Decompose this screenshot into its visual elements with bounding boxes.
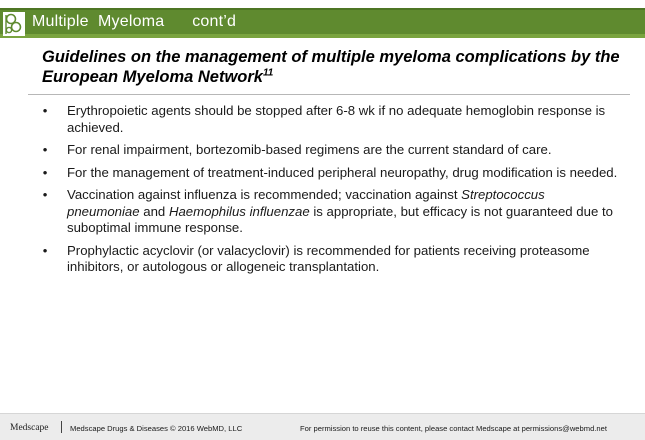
bullet-glyph: • — [42, 103, 48, 118]
header-bar — [0, 8, 645, 38]
bullet-text-italic: Haemophilus influenzae — [168, 203, 310, 219]
bullet-glyph: • — [42, 187, 48, 202]
bullet-text: Prophylactic acyclovir (or valacyclovir) is recommended for patients receiving proteasome inhibitors, or autologous or allogeneic transplantation. — [67, 242, 590, 274]
bullet-text-italic: Streptococcus pneumoniae — [67, 187, 545, 219]
subtitle-divider — [28, 94, 630, 95]
bullet-glyph: • — [42, 164, 48, 180]
bullet-text: For the management of treatment-induced peripheral neuropathy, drug modification is needed. — [67, 164, 618, 180]
bullet-text: For renal impairment, bortezomib-based regimens are the current standard of care. — [67, 142, 552, 157]
slide-subtitle — [42, 47, 627, 87]
bullet-list — [40, 103, 620, 282]
bullet-item — [40, 142, 620, 159]
footer — [0, 413, 645, 440]
footer-brand: Medscape — [10, 423, 49, 433]
footer-permission: For permission to reuse this content, please contact Medscape at permissions@webmd.net — [300, 424, 607, 433]
bullet-item — [40, 187, 620, 237]
bullet-text: Vaccination against influenza is recommended; vaccination against — [67, 187, 462, 202]
bullet-item — [40, 103, 620, 136]
footer-separator — [61, 421, 62, 433]
slide-header-title: Multiple Myeloma cont’d — [32, 13, 237, 30]
bullet-glyph: • — [42, 242, 48, 258]
bullet-item — [40, 243, 620, 276]
bullet-text: and — [139, 203, 169, 219]
bullet-text: Erythropoietic agents should be stopped after 6-8 wk if no adequate hemoglobin response is achieved. — [67, 103, 606, 135]
bullet-text: is appropriate, but efficacy is not guaranteed due to suboptimal immune response. — [67, 203, 613, 235]
bullet-item — [40, 165, 620, 182]
subtitle-text: Guidelines on the management of multiple myeloma complications by the European Myeloma Network — [42, 48, 620, 86]
footer-copyright: Medscape Drugs & Diseases © 2016 WebMD, LLC — [70, 424, 243, 433]
bullet-glyph: • — [42, 142, 48, 157]
medscape-logo-icon — [3, 12, 25, 36]
subtitle-reference: 11 — [262, 67, 274, 79]
